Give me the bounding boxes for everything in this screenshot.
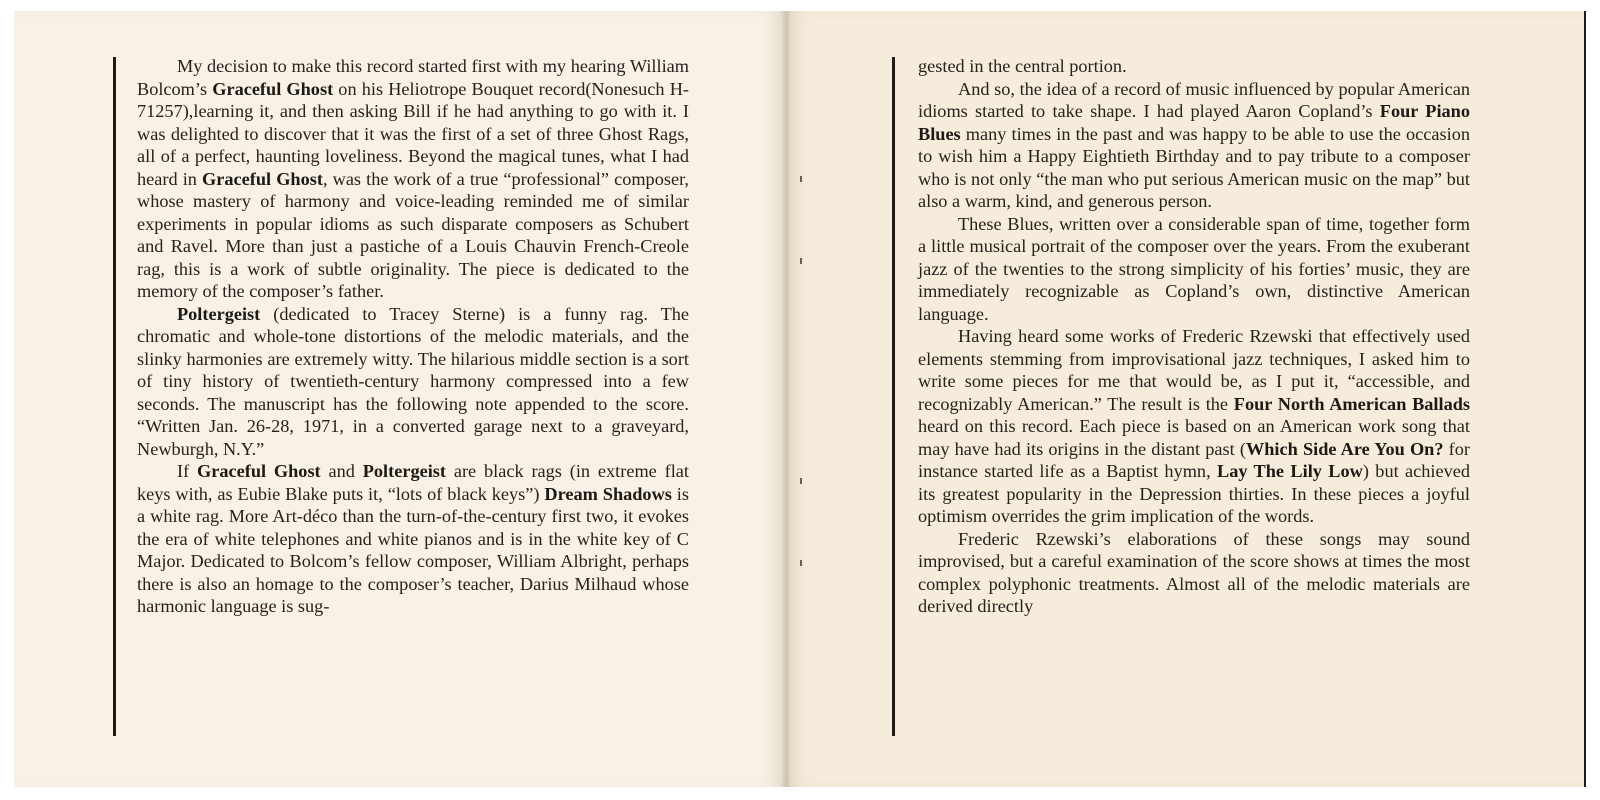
paragraph-blues [918,213,1470,326]
paragraph-continuation [918,55,1470,78]
bold-title: Which Side Are You On? [1245,438,1444,459]
page-gutter [781,11,791,787]
text-run: heard on this record. Each piece is based on an American work song that may have had its origins in the distant past ( [918,416,1470,459]
text-run: , was the work of a true “professional” composer, whose mastery of harmony and voice-leading reminded me of similar experiments in popular idioms as such disparate composers as Schubert and Ravel. More than just a pastiche of a Louis Chauvin French-Creole rag, this is a work of subtle originality. The piece is dedicated to the memory of the composer’s father. [137,168,689,301]
text-run: Having heard some works of Frederic Rzewski that effectively used elements stemming from improvisational jazz techniques, I asked him to write some pieces for me that would be, as I put it, “accessible, and recognizably American.” The result is the [918,326,1470,414]
bold-title: Graceful Ghost [202,168,323,189]
text-run: are black rags (in extreme flat keys with, as Eubie Blake puts it, “lots of black keys”) [137,461,689,504]
text-run: and [320,461,363,481]
binding-mark [800,258,802,264]
text-run: If [177,461,198,481]
text-run: for instance started life as a Baptist hymn, [918,438,1470,481]
bold-title: Dream Shadows [544,483,672,504]
text-run: These Blues, written over a considerable span of time, together form a little musical portrait of the composer over the years. From the exuberant jazz of the twenties to the strong simplicity of his forties’ music, they are immediately recognizable as Copland’s own, distinctive American language. [918,213,1470,324]
bold-title: Poltergeist [177,303,261,324]
bold-title: Graceful Ghost [197,461,321,481]
binding-mark [800,176,802,182]
binding-mark [800,478,802,484]
binding-mark [800,560,802,566]
right-text-column [918,55,1470,618]
text-run: ) but achieved its greatest popularity in the Depression thirties. In these pieces a joyful optimism overrides the grim implication of the words. [918,461,1470,526]
bold-title: Poltergeist [362,461,446,481]
right-margin-rule [892,57,895,736]
paragraph-copland [918,78,1470,213]
text-run: Frederic Rzewski’s elaborations of these songs may sound improvised, but a careful examination of the score shows at times the most complex polyphonic treatments. Almost all of the melodic materials are derived directly [918,528,1470,616]
paragraph-rzewski-ballads [918,325,1470,528]
bold-title: Four North American Ballads [1233,393,1471,414]
text-run: on his Heliotrope Bouquet record(Nonesuch H-71257),learning it, and then asking Bill if he had anything to go with it. I was delighted to discover that it was the first of a set of three Ghost Rags, all of a perfect, haunting loveliness. Beyond the magical tunes, what I had heard in [137,78,689,189]
bold-title: Four Piano Blues [918,101,1470,144]
paragraph-graceful-ghost [137,55,689,303]
text-run: many times in the past and was happy to be able to use the occasion to wish him a Happy Eightieth Birthday and to pay tribute to a composer who is not only “the man who put serious American music on the map” but also a warm, kind, and generous person. [918,123,1470,211]
left-margin-rule [113,57,116,736]
paragraph-rzewski-elaborations [918,528,1470,618]
paragraph-dream-shadows [137,460,689,618]
text-run: And so, the idea of a record of music influenced by popular American idioms started to take shape. I had played Aaron Copland’s [918,78,1470,121]
text-run: gested in the central portion. [918,56,1127,76]
bold-title: Lay The Lily Low [1217,461,1363,481]
text-run: is a white rag. More Art-déco than the turn-of-the-century first two, it evokes the era of white telephones and white pianos and is in the white key of C Major. Dedicated to Bolcom’s fellow composer, William Albright, perhaps there is also an homage to the composer’s teacher, Darius Milhaud whose harmonic language is sug- [137,483,689,616]
text-run: My decision to make this record started first with my hearing William Bolcom’s [137,56,689,99]
left-text-column [137,55,689,618]
bold-title: Graceful Ghost [212,78,334,99]
text-run: (dedicated to Tracey Sterne) is a funny rag. The chromatic and whole-tone distortions of the melodic materials, and the slinky harmonies are extremely witty. The hilarious middle section is a sort of tiny history of twentieth-century harmony compressed into a few seconds. The manuscript has the following note appended to the score. “Written Jan. 26-28, 1971, in a converted garage next to a graveyard, Newburgh, N.Y.” [137,303,689,459]
paragraph-poltergeist [137,303,689,461]
